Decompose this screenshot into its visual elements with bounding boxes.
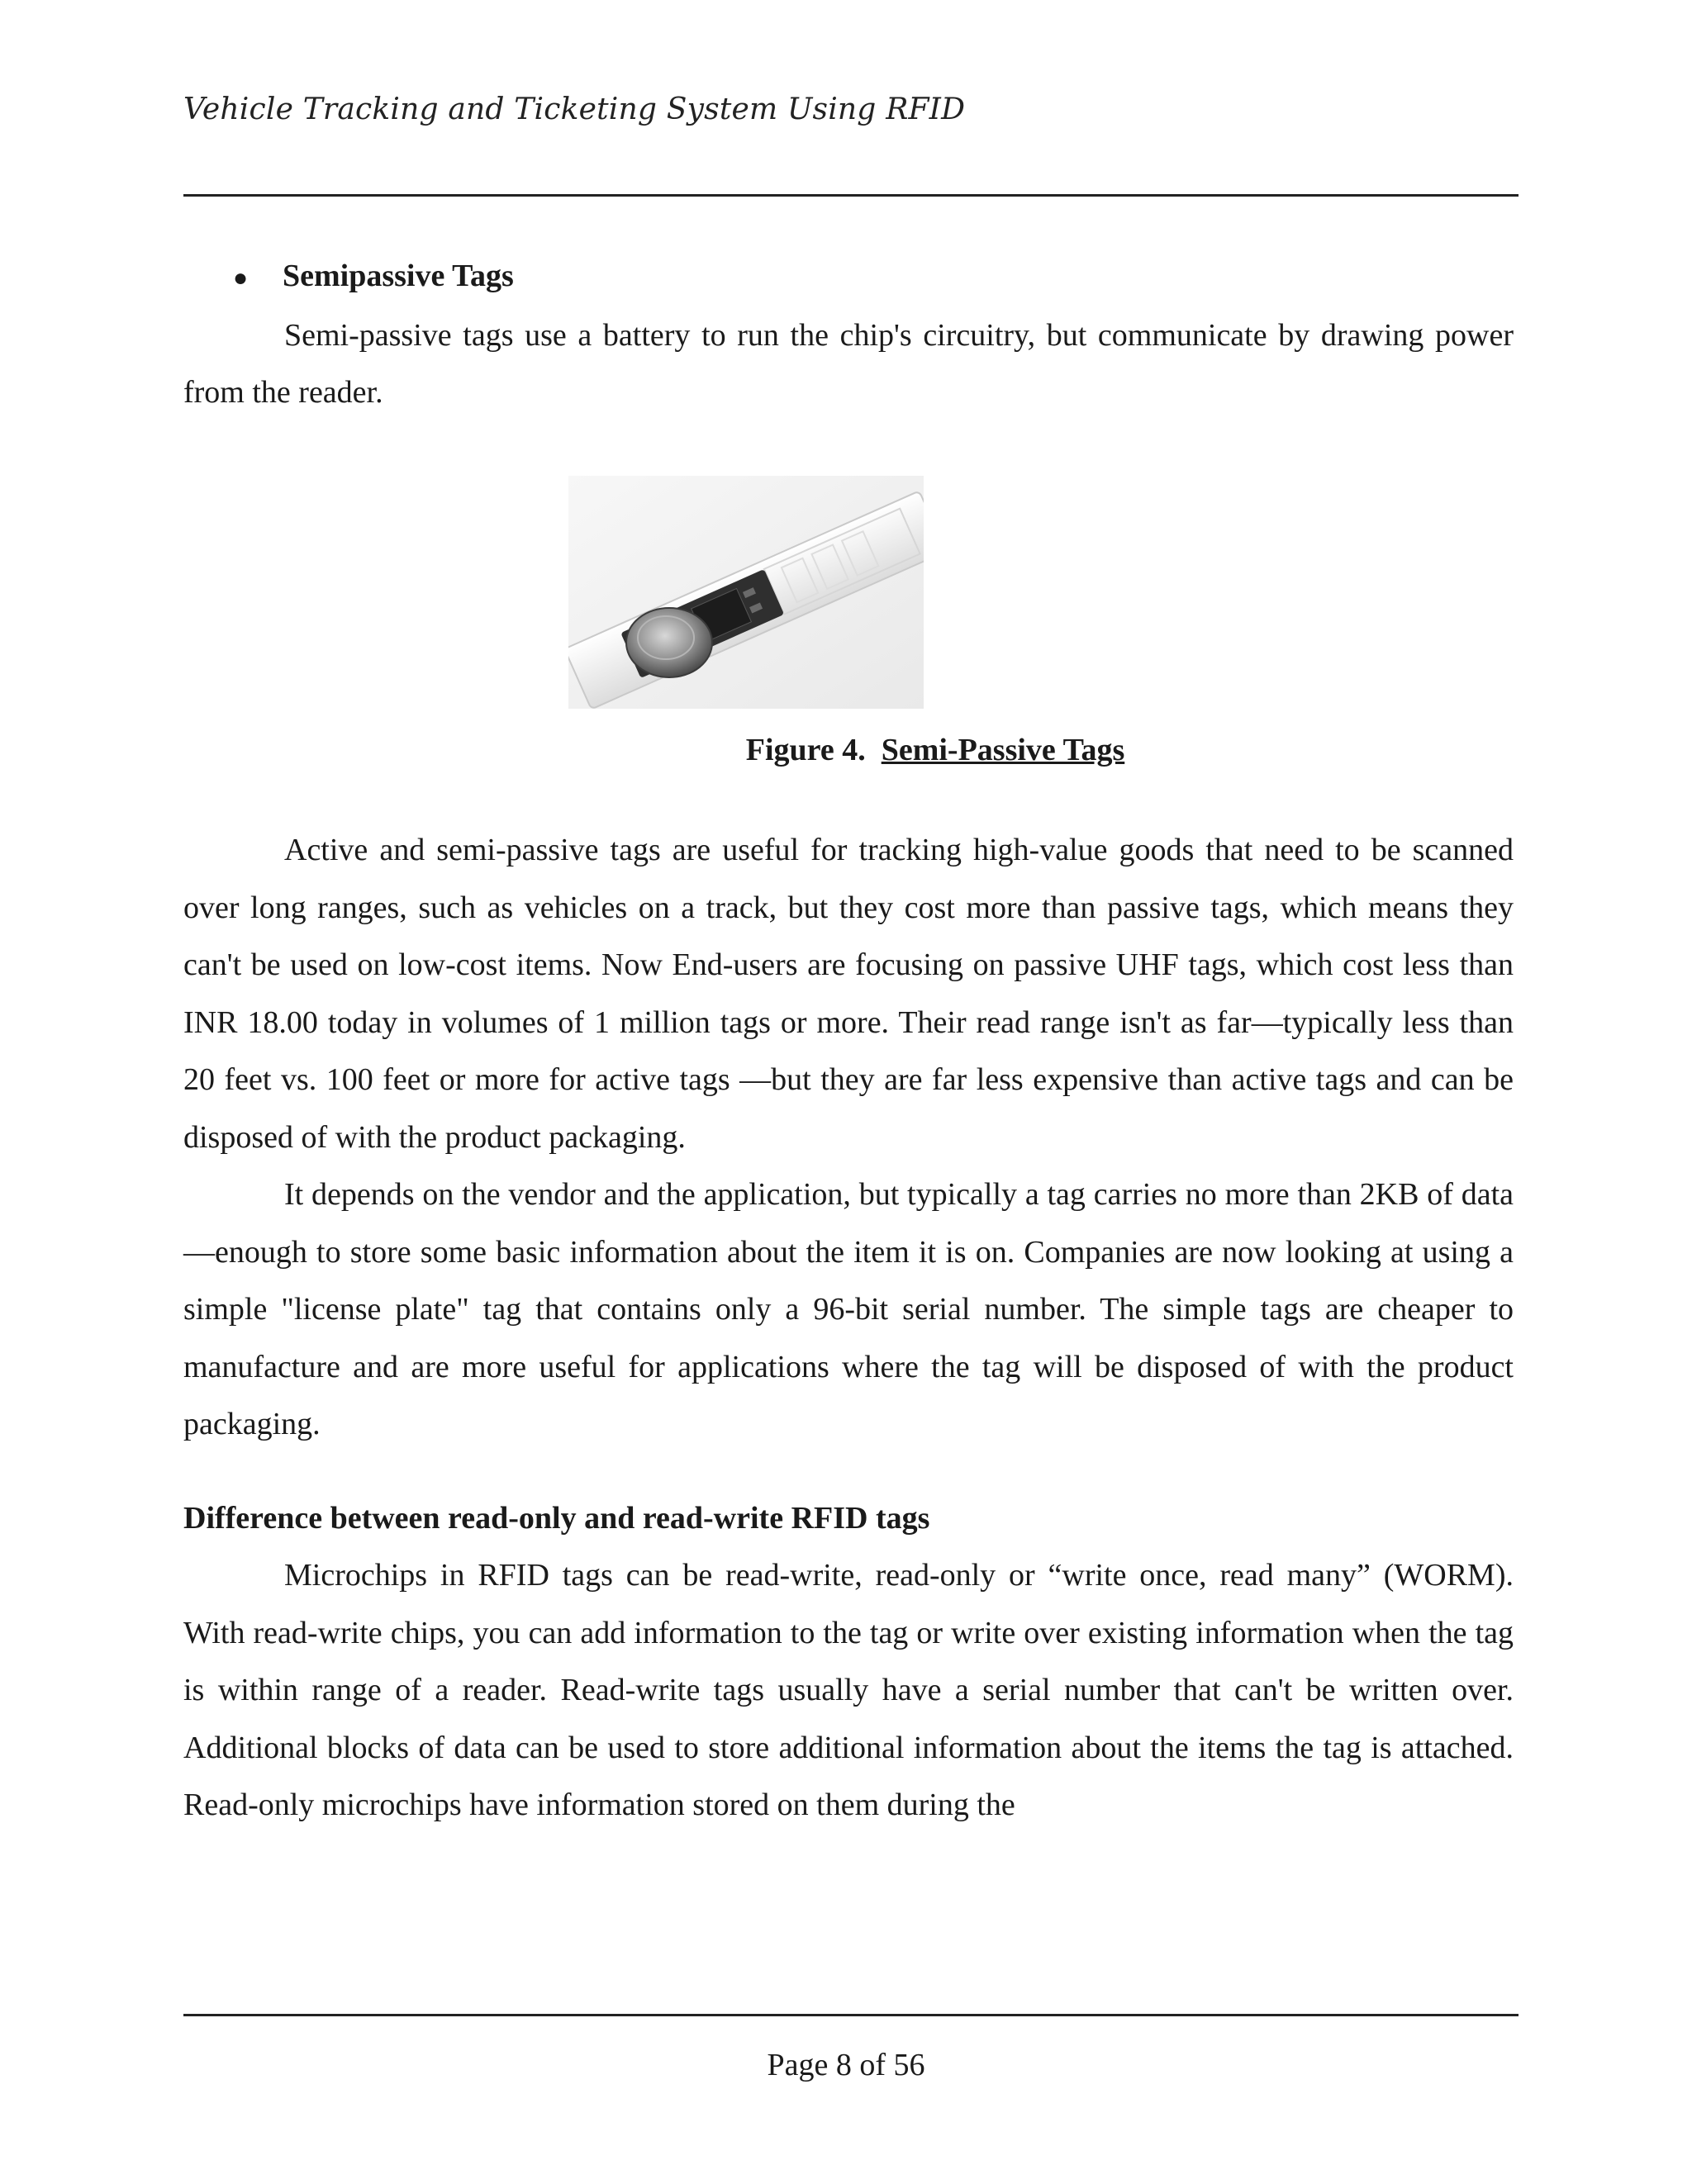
semipassive-title: Semipassive Tags xyxy=(283,259,514,293)
section-heading-read-write: Difference between read-only and read-write RFID tags xyxy=(183,1500,930,1536)
running-header: Vehicle Tracking and Ticketing System Using RFID xyxy=(183,93,966,126)
figure-label: Figure 4. xyxy=(745,732,866,767)
header-rule xyxy=(183,194,1519,197)
footer-rule xyxy=(183,2014,1519,2016)
page-number: Page 8 of 56 xyxy=(767,2048,925,2082)
semipassive-tag-image xyxy=(568,476,924,709)
figure-semipassive-tag-photo xyxy=(568,476,924,709)
paragraph-active-vs-passive: Active and semi-passive tags are useful for tracking high-value goods that need to be scanned over long ranges, such as vehicles on a track, but they cost more than passive tags, which means they can't be used on low-cost items. Now End-users are focusing on passive UHF tags, which cost less than INR 18.00 today in volumes of 1 million tags or more. Their read range isn't as far—typically less than 20 feet vs. 100 feet or more for active tags —but they are far less expensive than active tags and can be disposed of with the product packaging. xyxy=(183,833,1514,1155)
semipassive-intro: Semi-passive tags use a battery to run the chip's circuitry, but communicate by drawing power from the reader. xyxy=(183,317,1514,410)
figure-title: Semi-Passive Tags xyxy=(881,732,1125,767)
paragraph-tag-capacity: It depends on the vendor and the application, but typically a tag carries no more than 2KB of data—enough to store some basic information about the item it is on. Companies are now looking at using a simple "license plate" tag that contains only a 96-bit serial number. The simple tags are cheaper to manufacture and are more useful for applications where the tag will be disposed of with the product packaging. xyxy=(183,1177,1514,1441)
page-body xyxy=(183,248,1514,1835)
semipassive-bullet xyxy=(233,248,1514,307)
paragraph-read-write: Microchips in RFID tags can be read-write, read-only or “write once, read many” (WORM). With read-write chips, you can add information to the tag or write over existing information when the tag is within range of a reader. Read-write tags usually have a serial number that can't be written over. Additional blocks of data can be used to store additional information about the items the tag is attached. Read-only microchips have information stored on them during the xyxy=(183,1558,1514,1822)
figure-caption xyxy=(357,722,1514,780)
bullet-icon: ● xyxy=(233,264,249,292)
